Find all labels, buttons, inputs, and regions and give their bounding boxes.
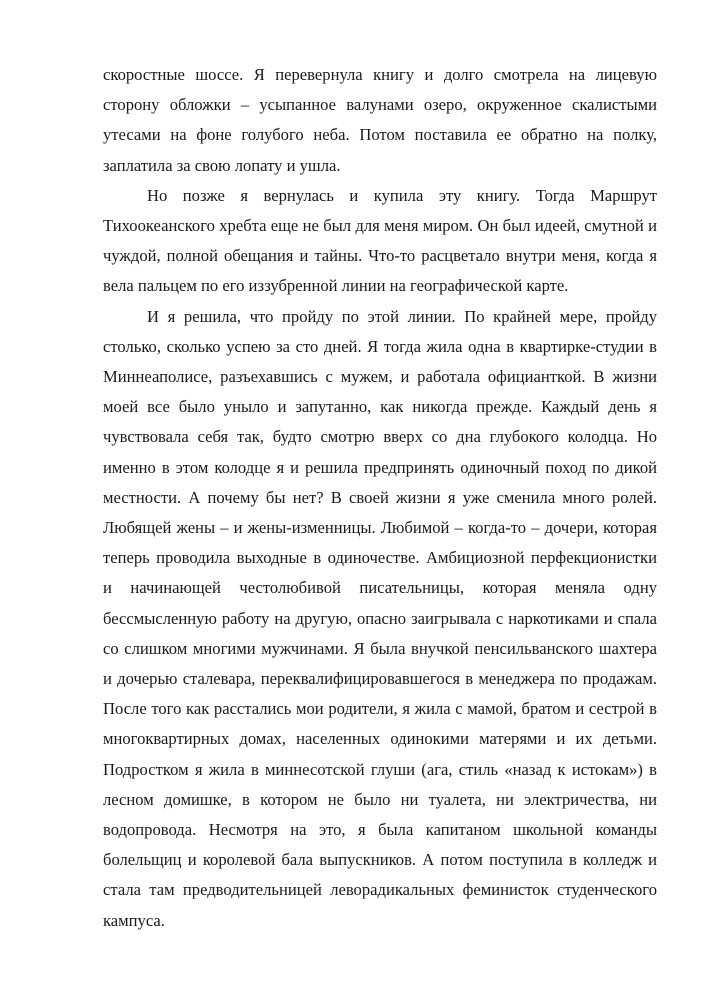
text-line: бессмысленную работу на другую, опасно заигрывала с наркотиками и спала: [103, 608, 657, 628]
text-line: и дочерью сталевара, переквалифицировавшегося в менеджера по продажам.: [103, 669, 657, 689]
text-line: и начинающей честолюбивой писательницы, которая меняла одну: [103, 578, 657, 598]
text-line: стала там предводительницей леворадикальных феминисток студенческого: [103, 880, 657, 900]
text-line: кампуса.: [103, 910, 165, 930]
text-line: водопровода. Несмотря на это, я была капитаном школьной команды: [103, 820, 657, 840]
text-line: Любящей жены – и жены-изменницы. Любимой – когда-то – дочери, которая: [103, 518, 657, 538]
text-line: теперь проводила выходные в одиночестве. Амбициозной перфекционистки: [103, 548, 657, 568]
text-line: моей все было уныло и запутанно, как никогда прежде. Каждый день я: [103, 397, 657, 417]
text-line: именно в этом колодце я и решила предпринять одиночный поход по дикой: [103, 457, 657, 477]
text-line: И я решила, что пройду по этой линии. По крайней мере, пройду: [147, 306, 657, 326]
text-line: утесами на фоне голубого неба. Потом поставила ее обратно на полку,: [103, 125, 657, 145]
text-line: со слишком многими мужчинами. Я была внучкой пенсильванского шахтера: [103, 638, 657, 658]
document-page: [103, 60, 657, 936]
text-line: Миннеаполисе, разъехавшись с мужем, и работала официанткой. В жизни: [103, 367, 657, 387]
text-line: чуждой, полной обещания и тайны. Что-то расцветало внутри меня, когда я: [103, 246, 657, 266]
text-line: чувствовала себя так, будто смотрю вверх со дна глубокого колодца. Но: [103, 427, 657, 447]
text-line: скоростные шоссе. Я перевернула книгу и долго смотрела на лицевую: [103, 65, 657, 84]
paragraph-1: [103, 60, 657, 181]
text-line: болельщиц и королевой бала выпускников. А потом поступила в колледж и: [103, 850, 657, 870]
text-line: заплатила за свою лопату и ушла.: [103, 155, 341, 175]
paragraph-2: [103, 181, 657, 302]
text-line: лесном домишке, в котором не было ни туалета, ни электричества, ни: [103, 789, 657, 809]
paragraph-3: [103, 302, 657, 936]
text-line: столько, сколько успею за сто дней. Я тогда жила одна в квартирке-студии в: [103, 336, 657, 356]
text-line: Подростком я жила в миннесотской глуши (ага, стиль «назад к истокам») в: [103, 759, 657, 779]
text-line: местности. А почему бы нет? В своей жизни я уже сменила много ролей.: [103, 487, 657, 507]
text-line: многоквартирных домах, населенных одинокими матерями и их детьми.: [103, 729, 657, 749]
text-line: вела пальцем по его иззубренной линии на географической карте.: [103, 276, 569, 296]
text-line: Тихоокеанского хребта еще не был для меня миром. Он был идеей, смутной и: [103, 216, 657, 236]
text-line: После того как расстались мои родители, я жила с мамой, братом и сестрой в: [103, 699, 657, 719]
text-line: Но позже я вернулась и купила эту книгу. Тогда Маршрут: [147, 185, 657, 205]
text-line: сторону обложки – усыпанное валунами озеро, окруженное скалистыми: [103, 95, 657, 115]
